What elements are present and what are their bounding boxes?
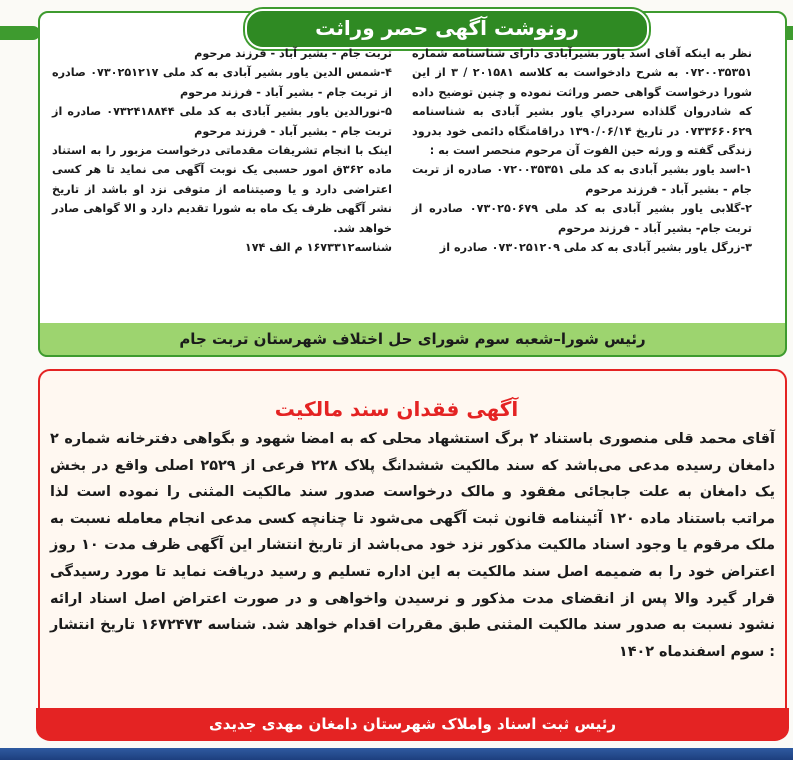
page-bottom-bar	[0, 748, 793, 760]
inheritance-notice-left-column	[52, 44, 392, 257]
lost-deed-notice-body: آقای محمد قلی منصوری باستناد ۲ برگ استشهاد محلی که به امضا شهود و بگواهی دفترخانه شماره ۲ دامغان رسیده مدعی می‌باشد که سند مالکیت ششدانگ پلاک ۲۲۸ فرعی از ۲۵۲۹ اصلی واقع در بخش یک دامغان به علت جابجائی مفقود و مالک درخواست صدور سند مالکیت المثنی را نموده است لذا مراتب باستناد ماده ۱۲۰ آئیننامه قانون ثبت آگهی می‌شود تا چنانچه کسی مدعی انجام معامله نسبت به ملک مرقوم یا وجود اسناد مالکیت مذکور نزد خود می‌باشد از تاریخ انتشار این آگهی ظرف مدت ۱۰ روز اعتراض خود را به ضمیمه اصل سند مالکیت به این اداره تسلیم و رسید دریافت نماید تا مورد رسیدگی قرار گیرد والا پس از انقضای مدت مذکور و نرسیدن واخواهی و در صورت اعتراض اصل اسناد ارائه نشود نسبت به صدور سند مالکیت المثنی طبق مقررات اقدام خواهد شد. شناسه ۱۶۷۲۴۷۳ تاریخ انتشار : سوم اسفندماه ۱۴۰۲	[50, 431, 775, 660]
inheritance-notice-title: رونوشت آگهی حصر وراثت	[245, 9, 649, 49]
lost-deed-notice-title: آگهی فقدان سند مالکیت	[274, 397, 519, 421]
paragraph: ۴-شمس الدین یاور بشیر آبادی به کد ملی ۰۷۳۰۲۵۱۲۱۷ صادره از تربت جام - بشیر آباد - فرزند مرحوم	[52, 66, 392, 99]
paragraph: تربت جام - بشیر آباد - فرزند مرحوم	[194, 47, 392, 60]
notice-id: شناسه۱۶۷۳۳۱۲ م الف ۱۷۴	[244, 241, 392, 255]
paragraph: اینک با انجام تشریفات مقدماتی درخواست مزبور را به استناد ماده ۳۶۲ق امور حسبی یک نوبت آگهی می نماید تا هر کسی اعتراضی دارد و یا وصیتنامه از متوفی نزد او باشد از تاریخ نشر آگهی ظرف یک ماه به شورا تقدیم دارد و الا گواهی صادر خواهد شد.	[52, 144, 392, 235]
inheritance-notice-right-column	[412, 44, 752, 257]
paragraph: نظر به اینکه آقای اسد یاور بشیرآبادی دارای شناسنامه شماره ۰۷۲۰۰۳۵۳۵۱ به شرح دادخواست به کلاسه ۲۰۱۵۸۱ / ۳ از این شورا درخواست گواهی حصر وراثت نموده و چنین توضیح داده که شادروان گلذاده سردراي یاور بشیر آبادی به شناسنامه ۰۷۳۳۶۶۰۶۲۹ در تاریخ ۱۳۹۰/۰۶/۱۴ دراقامتگاه دائمی خود بدرود زندگی گفته و ورثه حین الفوت آن مرحوم منحصر است به :	[412, 47, 753, 158]
lost-deed-notice-signature: رئیس ثبت اسناد واملاک شهرستان دامغان مهدی جدیدی	[36, 708, 789, 740]
title-decoration-left	[0, 26, 40, 40]
paragraph: ۲-گلابی یاور بشیر آبادی به کد ملی ۰۷۳۰۲۵۰۶۷۹ صادره از تربت جام- بشیر آباد - فرزند مرحوم	[412, 202, 752, 235]
paragraph: ۵-نورالدین یاور بشیر آبادی به کد ملی ۰۷۳۲۴۱۸۸۴۴ صادره از تربت جام - بشیر آباد - فرزند مرحوم	[52, 105, 392, 138]
paragraph: ۳-زرگل یاور بشیر آبادی به کد ملی ۰۷۳۰۲۵۱۲۰۹ صادره از	[439, 241, 752, 255]
inheritance-notice-signature: رئیس شورا–شعبه سوم شورای حل اختلاف شهرستان تربت جام	[38, 323, 787, 357]
paragraph: ۱-اسد یاور بشیر آبادی به کد ملی ۰۷۲۰۰۳۵۳۵۱ صادره از تربت جام - بشیر آباد - فرزند مرحوم	[412, 163, 752, 196]
